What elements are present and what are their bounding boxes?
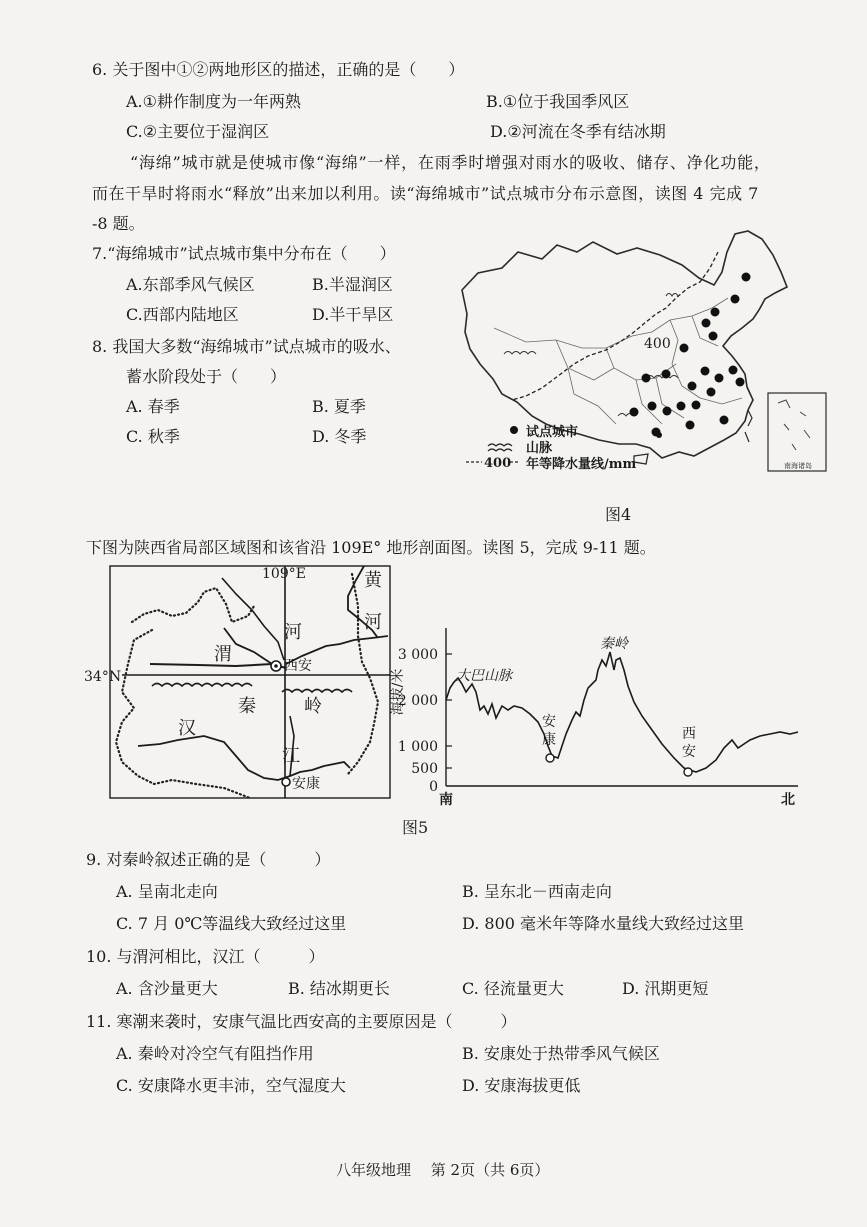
profile-ytick-0: 0 (429, 779, 438, 795)
q6-option-c: C.②主要位于湿润区 (126, 122, 270, 141)
q7-option-d: D.半干旱区 (312, 305, 394, 324)
profile-ankang-label-2: 康 (542, 732, 556, 748)
province-boundary (116, 574, 378, 798)
profile-qinling-label: 秦岭 (600, 636, 628, 652)
figure-4-caption: 图4 (605, 505, 632, 524)
ankang-city-marker (282, 778, 290, 786)
label-xian: 西安 (284, 658, 312, 674)
profile-xian-label-2: 安 (682, 744, 696, 760)
profile-xian-label-1: 西 (682, 726, 696, 742)
q10-option-c: C. 径流量更大 (462, 979, 564, 998)
label-34N: 34°N (84, 669, 122, 685)
profile-ytick-2000: 2 000 (397, 693, 438, 709)
q10-stem: 10. 与渭河相比，汉江（ ） (86, 947, 325, 966)
page-footer: 八年级地理 第 2页（共 6页） (336, 1161, 550, 1179)
q7-option-a: A.东部季风气候区 (126, 275, 255, 294)
inset-islands (778, 400, 810, 450)
q9-option-b: B. 呈东北－西南走向 (462, 882, 612, 901)
q8-option-b: B. 夏季 (312, 397, 366, 416)
q11-option-a: A. 秦岭对冷空气有阻挡作用 (116, 1044, 314, 1063)
q11-stem: 11. 寒潮来袭时，安康气温比西安高的主要原因是（ ） (86, 1012, 517, 1031)
profile-ankang-point (546, 754, 554, 762)
label-he-2: 河 (284, 622, 302, 643)
intro-2: 下图为陕西省局部区域图和该省沿 109E° 地形剖面图。读图 5，完成 9-11 题。 (86, 538, 656, 557)
intro-line-1: “海绵”城市就是使城市像“海绵”一样，在雨季时增强对雨水的吸收、储存、净化功能， (130, 153, 771, 172)
label-109E: 109°E (262, 566, 306, 582)
q8-option-a: A. 春季 (126, 397, 180, 416)
legend-mountain-label: 山脉 (526, 441, 553, 456)
q9-option-c: C. 7 月 0℃等温线大致经过这里 (116, 914, 347, 933)
profile-north-label: 北 (781, 792, 795, 808)
q8-option-d: D. 冬季 (312, 427, 367, 446)
q10-option-d: D. 汛期更短 (622, 979, 709, 998)
legend-isohyet-value: 400 (484, 456, 512, 471)
q7-stem: 7.“海绵城市”试点城市集中分布在（ ） (92, 244, 396, 263)
isohyet-400-label: 400 (644, 336, 671, 352)
q6-option-a: A.①耕作制度为一年两熟 (126, 92, 301, 111)
q8-stem-1: 8. 我国大多数“海绵城市”试点城市的吸水、 (92, 337, 401, 356)
profile-ytick-500: 500 (411, 761, 438, 777)
profile-xian-point (684, 768, 692, 776)
legend-city-dot (510, 426, 518, 434)
q7-option-b: B.半湿润区 (312, 275, 393, 294)
figure-4-map (456, 228, 831, 483)
q11-option-c: C. 安康降水更丰沛，空气湿度大 (116, 1076, 346, 1095)
figure-5-caption: 图5 (402, 818, 429, 837)
q6-stem: 6. 关于图中①②两地形区的描述，正确的是（ ） (92, 60, 465, 79)
label-qin: 秦 (238, 696, 256, 717)
label-ling: 岭 (304, 696, 322, 717)
south-china-sea-inset (768, 393, 826, 471)
profile-tick-marks (446, 654, 452, 768)
profile-daba-label: 大巴山脉 (456, 668, 512, 684)
q6-option-d: D.②河流在冬季有结冰期 (490, 122, 666, 141)
china-outline (462, 231, 787, 458)
q11-option-b: B. 安康处于热带季风气候区 (462, 1044, 660, 1063)
profile-ytick-3000: 3 000 (397, 647, 438, 663)
figure-5-profile (388, 610, 808, 810)
intro-line-2: 而在干旱时将雨水“释放”出来加以利用。读“海绵城市”试点城市分布示意图，读图 4 完成 7 (92, 184, 759, 203)
label-han: 汉 (178, 718, 196, 739)
q6-option-b: B.①位于我国季风区 (486, 92, 630, 111)
legend-mountain-symbol (488, 444, 512, 451)
q8-option-c: C. 秋季 (126, 427, 180, 446)
han-river (138, 736, 350, 780)
profile-ylabel: 海拔/米 (390, 668, 406, 716)
q9-stem: 9. 对秦岭叙述正确的是（ ） (86, 850, 331, 869)
label-wei: 渭 (214, 644, 232, 665)
q11-option-d: D. 安康海拔更低 (462, 1076, 581, 1095)
qinling-mountain-symbol (152, 684, 352, 693)
isohyet-400-line (512, 252, 718, 400)
mountain-ranges (504, 294, 678, 417)
profile-ytick-1000: 1 000 (397, 739, 438, 755)
legend-isohyet-label: 年等降水量线/mm (526, 457, 637, 472)
label-he-1: 河 (364, 612, 382, 633)
intro-line-3: -8 题。 (92, 214, 145, 233)
inset-label: 南海诸岛 (784, 462, 812, 470)
q8-stem-2: 蓄水阶段处于（ ） (126, 367, 287, 386)
label-huang: 黄 (364, 570, 382, 591)
figure-5-map (86, 566, 396, 806)
profile-ankang-label-1: 安 (542, 714, 556, 730)
q7-option-c: C.西部内陆地区 (126, 305, 239, 324)
province-boundaries (494, 298, 742, 424)
legend-city-label: 试点城市 (526, 425, 579, 440)
q10-option-a: A. 含沙量更大 (116, 979, 218, 998)
q9-option-d: D. 800 毫米年等降水量线大致经过这里 (462, 914, 745, 933)
label-ankang: 安康 (292, 776, 320, 792)
label-jiang: 江 (282, 746, 300, 767)
q10-option-b: B. 结冰期更长 (288, 979, 390, 998)
profile-south-label: 南 (439, 792, 453, 808)
q9-option-a: A. 呈南北走向 (116, 882, 218, 901)
